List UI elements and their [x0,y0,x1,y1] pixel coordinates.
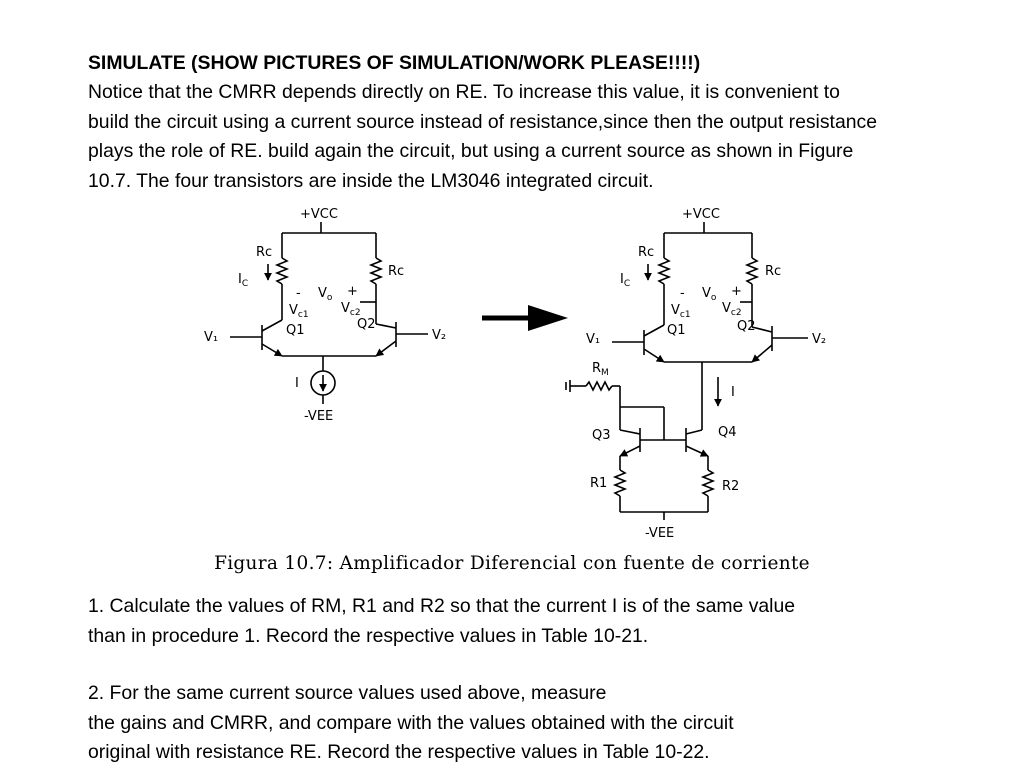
intro-line: Notice that the CMRR depends directly on RE. To increase this value, it is convenient to [88,81,840,103]
circuit-figure [0,195,1024,547]
intro-paragraph [88,78,988,196]
right-ic-label: $I_C$ [620,272,631,289]
right-q1-label: Q1 [667,323,686,338]
intro-line: plays the role of RE. build again the circuit, but using a current source as shown in Figure [88,140,854,162]
transform-arrow [482,305,568,331]
left-i-label: I [295,376,299,391]
left-ic-label: $I_C$ [238,272,249,289]
right-q2-label: Q2 [737,319,756,334]
assignment-heading [88,49,988,79]
question-1-line: 1. Calculate the values of RM, R1 and R2 so that the current I is of the same value [88,595,796,617]
left-vo-label: $V_o$ [318,286,333,303]
right-rc1-label: Rc [638,245,655,260]
question-2-line: the gains and CMRR, and compare with the values obtained with the circuit [88,711,734,734]
rm-label: $R_M$ [592,361,609,378]
question-2-line: original with resistance RE. Record the respective values in Table 10-22. [88,741,710,763]
r2-label: R2 [722,479,740,494]
right-rc2-label: Rc [765,264,782,279]
right-vc1-label: $V_{c1}$ [671,303,691,320]
right-v2-label: V₂ [812,332,827,347]
q4-label: Q4 [718,425,737,440]
q3-label: Q3 [592,428,611,443]
left-vcc-label: +VCC [300,207,338,222]
figure-caption: Figura 10.7: Amplificador Diferencial con fuente de corriente [214,553,810,574]
question-1-line: than in procedure 1. Record the respective values in Table 10-21. [88,624,649,647]
left-vo-minus: - [296,286,301,301]
left-v2-label: V₂ [432,328,447,343]
r1-label: R1 [590,476,608,491]
heading-text: SIMULATE (SHOW PICTURES OF SIMULATION/WORK PLEASE!!!!) [88,52,701,74]
right-i-label: I [731,385,735,400]
right-vcc-label: +VCC [682,207,720,222]
left-vee-label: -VEE [304,409,334,424]
right-vee-label: -VEE [645,526,675,541]
left-rc1-label: Rc [256,245,273,260]
right-vo-plus: + [731,284,742,299]
left-q1-label: Q1 [286,323,305,338]
question-2 [88,679,988,768]
intro-line: build the circuit using a current source instead of resistance,since then the output resistance [88,110,877,133]
right-vo-label: $V_o$ [702,286,717,303]
right-vc2-label: $V_{c2}$ [722,301,742,318]
left-vo-plus: + [347,284,358,299]
right-vo-minus: - [680,286,685,301]
question-2-line: 2. For the same current source values used above, measure [88,682,607,704]
left-v1-label: V₁ [204,330,219,345]
left-vc2-label: $V_{c2}$ [341,301,361,318]
left-vc1-label: $V_{c1}$ [289,303,309,320]
left-q2-label: Q2 [357,317,376,332]
left-rc2-label: Rc [388,264,405,279]
intro-line: 10.7. The four transistors are inside the LM3046 integrated circuit. [88,169,654,192]
question-1 [88,592,988,651]
right-v1-label: V₁ [586,332,601,347]
